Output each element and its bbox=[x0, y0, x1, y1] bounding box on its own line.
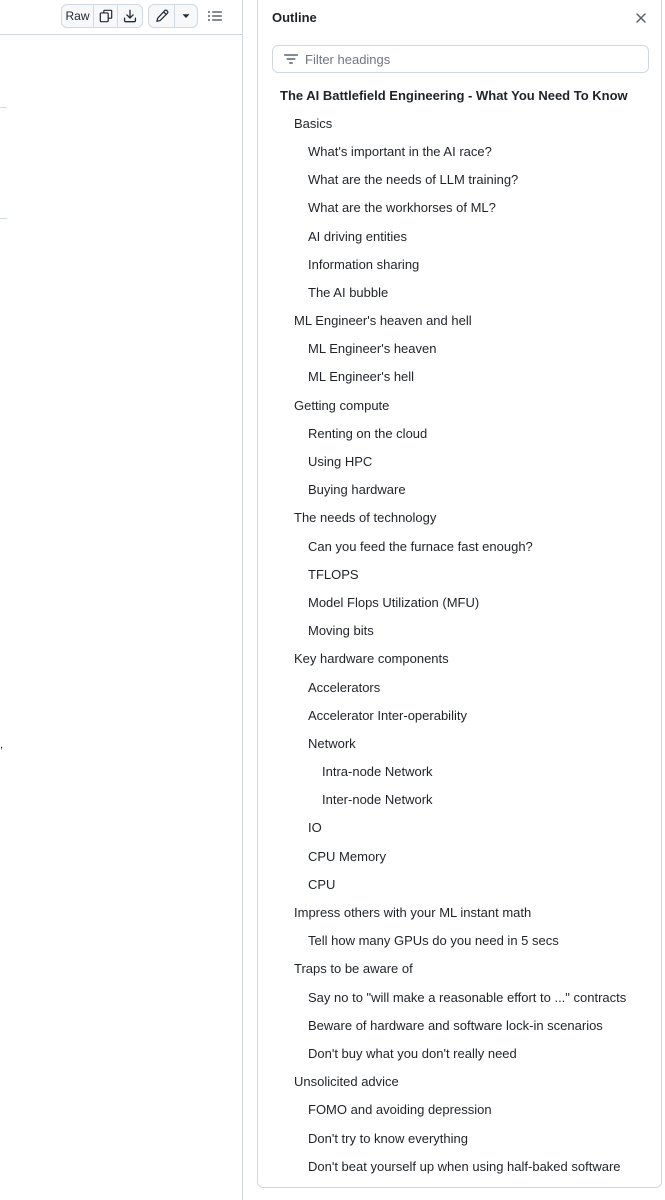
outline-list bbox=[258, 81, 661, 1180]
pencil-icon bbox=[155, 9, 169, 23]
outline-item[interactable]: Unsolicited advice bbox=[294, 1074, 399, 1090]
outline-item[interactable]: CPU bbox=[308, 876, 336, 892]
download-icon bbox=[123, 9, 137, 23]
raw-button-group bbox=[61, 4, 143, 28]
outline-item[interactable]: Information sharing bbox=[308, 256, 420, 272]
copy-icon bbox=[99, 9, 113, 23]
outline-item[interactable]: Can you feed the furnace fast enough? bbox=[308, 538, 533, 554]
x-icon bbox=[635, 12, 647, 24]
outline-item[interactable]: Don't try to know everything bbox=[308, 1130, 468, 1146]
filter-headings-field bbox=[272, 45, 649, 73]
outline-item[interactable]: Getting compute bbox=[294, 397, 390, 413]
outline-item[interactable]: Model Flops Utilization (MFU) bbox=[308, 594, 480, 610]
content-divider bbox=[0, 218, 7, 219]
outline-item[interactable]: The AI bubble bbox=[308, 284, 389, 300]
content-fragment: , bbox=[0, 739, 4, 751]
outline-item[interactable]: Intra-node Network bbox=[322, 764, 433, 780]
outline-item[interactable]: TFLOPS bbox=[308, 566, 359, 582]
copy-button[interactable] bbox=[94, 5, 118, 27]
outline-item[interactable]: Say no to "will make a reasonable effort to ..." contracts bbox=[308, 989, 627, 1005]
outline-item[interactable]: FOMO and avoiding depression bbox=[308, 1102, 492, 1118]
list-unordered-icon bbox=[207, 8, 223, 24]
filter-icon bbox=[283, 51, 299, 67]
close-outline-button[interactable] bbox=[633, 10, 649, 26]
filter-headings-input[interactable] bbox=[305, 52, 635, 67]
outline-item[interactable]: Using HPC bbox=[308, 454, 373, 470]
outline-item[interactable]: Impress others with your ML instant math bbox=[294, 905, 532, 921]
outline-item[interactable]: Basics bbox=[294, 115, 333, 131]
outline-item[interactable]: Don't buy what you don't really need bbox=[308, 1045, 517, 1061]
outline-item[interactable]: Inter-node Network bbox=[322, 792, 433, 808]
outline-item[interactable]: Buying hardware bbox=[308, 482, 406, 498]
outline-header bbox=[258, 0, 661, 35]
outline-item[interactable]: The AI Battlefield Engineering - What You Need To Know bbox=[280, 87, 628, 103]
outline-item[interactable]: Accelerator Inter-operability bbox=[308, 707, 467, 723]
outline-item[interactable]: What's important in the AI race? bbox=[308, 143, 492, 159]
raw-button[interactable]: Raw bbox=[62, 5, 94, 27]
outline-item[interactable]: ML Engineer's heaven and hell bbox=[294, 313, 472, 329]
file-toolbar bbox=[0, 0, 243, 35]
outline-toggle-button[interactable] bbox=[204, 5, 226, 27]
outline-item[interactable]: ML Engineer's hell bbox=[308, 369, 415, 385]
triangle-down-icon bbox=[181, 11, 191, 21]
outline-item[interactable]: Renting on the cloud bbox=[308, 425, 428, 441]
edit-dropdown-button[interactable] bbox=[175, 5, 197, 27]
outline-item[interactable]: AI driving entities bbox=[308, 228, 407, 244]
outline-item[interactable]: What are the needs of LLM training? bbox=[308, 172, 519, 188]
outline-panel bbox=[257, 0, 662, 1188]
outline-item[interactable]: Network bbox=[308, 735, 356, 751]
file-content-pane bbox=[0, 0, 243, 1200]
outline-item[interactable]: Tell how many GPUs do you need in 5 secs bbox=[308, 933, 559, 949]
outline-item[interactable]: The needs of technology bbox=[294, 510, 437, 526]
edit-button-group bbox=[148, 4, 198, 28]
outline-item[interactable]: ML Engineer's heaven bbox=[308, 341, 437, 357]
edit-button[interactable] bbox=[149, 5, 175, 27]
outline-item[interactable]: Key hardware components bbox=[294, 651, 449, 667]
download-button[interactable] bbox=[118, 5, 142, 27]
outline-item[interactable]: Accelerators bbox=[308, 679, 381, 695]
outline-item[interactable]: IO bbox=[308, 820, 322, 836]
outline-title: Outline bbox=[272, 10, 317, 25]
content-divider bbox=[0, 107, 7, 108]
outline-item[interactable]: Don't beat yourself up when using half-baked software bbox=[308, 1158, 621, 1174]
outline-item[interactable]: Traps to be aware of bbox=[294, 961, 413, 977]
outline-item[interactable]: Beware of hardware and software lock-in scenarios bbox=[308, 1017, 603, 1033]
outline-item[interactable]: What are the workhorses of ML? bbox=[308, 200, 496, 216]
outline-item[interactable]: Moving bits bbox=[308, 623, 374, 639]
outline-item[interactable]: CPU Memory bbox=[308, 848, 387, 864]
